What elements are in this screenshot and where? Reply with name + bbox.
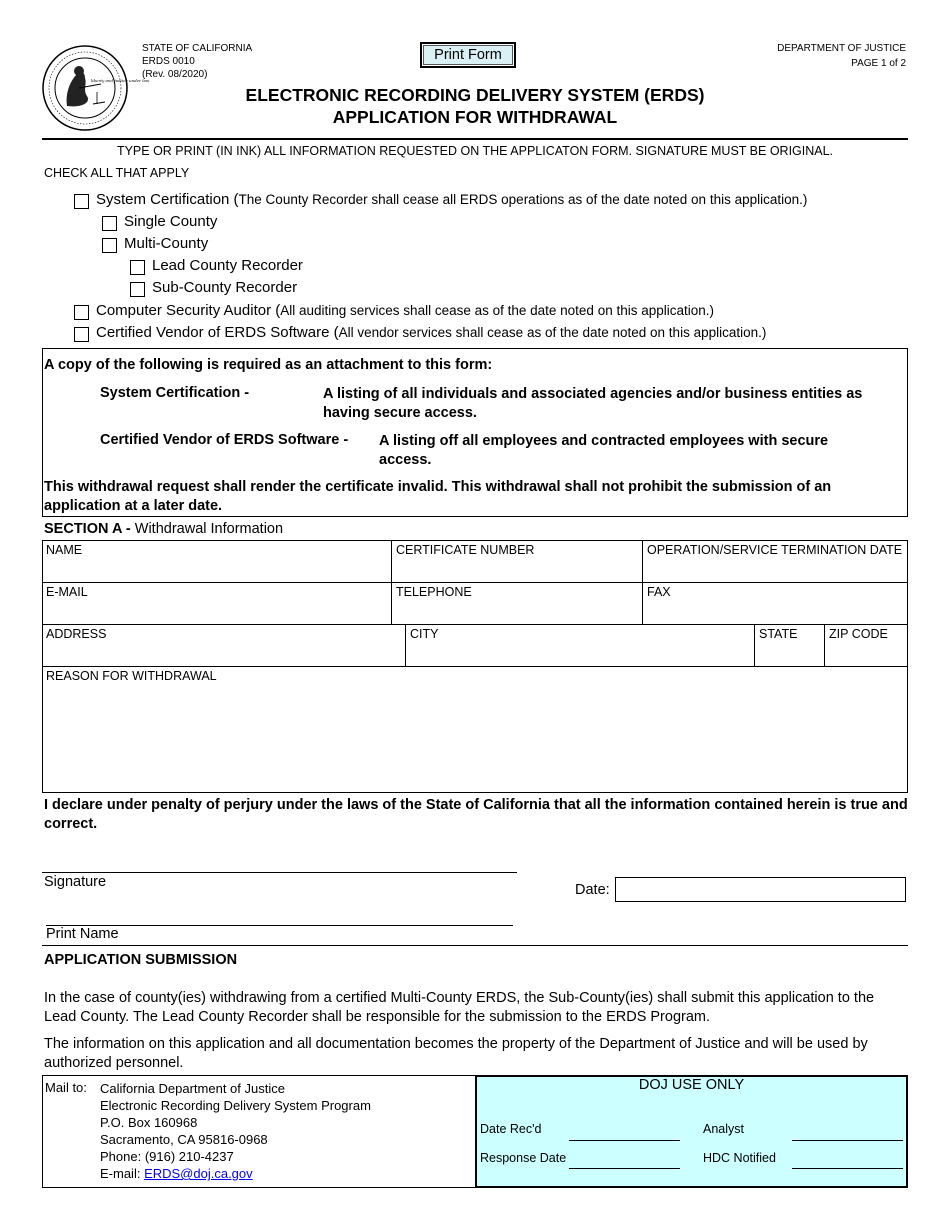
reason-for-withdrawal-field[interactable] [42, 666, 908, 793]
lead-county-label: Lead County Recorder [152, 257, 303, 274]
print-form-label: Print Form [423, 45, 513, 65]
mail-phone: Phone: (916) 210-4237 [100, 1149, 234, 1164]
fax-label: FAX [647, 585, 671, 599]
perjury-declaration: I declare under penalty of perjury under the laws of the State of California that all the information contained herein is true and correct. [44, 797, 908, 832]
mail-to-label: Mail to: [45, 1080, 87, 1095]
print-name-label: Print Name [46, 926, 119, 942]
mail-line-4: Sacramento, CA 95816-0968 [100, 1132, 268, 1147]
doj-use-only-title: DOJ USE ONLY [638, 1077, 745, 1093]
email-label: E-MAIL [46, 585, 88, 599]
date-recd-label: Date Rec'd [480, 1122, 542, 1136]
multi-county-checkbox[interactable] [102, 238, 117, 253]
email-field[interactable] [42, 582, 392, 625]
vendor-attachment-label: Certified Vendor of ERDS Software - [100, 432, 349, 448]
mail-line-1: California Department of Justice [100, 1081, 285, 1096]
title-rule [42, 138, 908, 140]
seal-motto: liberty and justice under law [91, 78, 150, 83]
name-label: NAME [46, 543, 83, 557]
form-number: ERDS 0010 [142, 56, 195, 67]
signature-label: Signature [44, 874, 107, 890]
system-certification-label: System Certification (The County Recorder shall cease all ERDS operations as of the date noted on this application.) [96, 191, 808, 208]
submission-heading: APPLICATION SUBMISSION [44, 952, 238, 968]
certified-vendor-checkbox[interactable] [74, 327, 89, 342]
state-label: STATE [759, 627, 798, 641]
submission-rule [42, 945, 908, 946]
system-cert-attachment-label: System Certification - [100, 385, 250, 401]
hdc-notified-line[interactable] [792, 1168, 903, 1169]
security-auditor-label: Computer Security Auditor (All auditing services shall cease as of the date noted on this application.) [96, 302, 715, 319]
analyst-label: Analyst [703, 1122, 744, 1136]
single-county-checkbox[interactable] [102, 216, 117, 231]
termination-date-label: OPERATION/SERVICE TERMINATION DATE [647, 543, 903, 557]
date-recd-line[interactable] [569, 1140, 680, 1141]
city-label: CITY [410, 627, 439, 641]
submission-paragraph-1: In the case of county(ies) withdrawing from a certified Multi-County ERDS, the Sub-County(ies) shall submit this application to the Lead County. The Lead County Recorder shall be responsible for the submission to the ERDS Program. [44, 990, 875, 1025]
multi-county-label: Multi-County [124, 235, 209, 252]
instructions: TYPE OR PRINT (IN INK) ALL INFORMATION REQUESTED ON THE APPLICATON FORM. SIGNATURE MUST BE ORIGINAL. [116, 144, 834, 158]
system-certification-checkbox[interactable] [74, 194, 89, 209]
city-field[interactable] [405, 624, 755, 667]
response-date-line[interactable] [569, 1168, 680, 1169]
lead-county-checkbox[interactable] [130, 260, 145, 275]
mail-line-3: P.O. Box 160968 [100, 1115, 198, 1130]
title-line-2: APPLICATION FOR WITHDRAWAL [332, 107, 618, 127]
signature-line[interactable] [42, 872, 517, 873]
page-number: PAGE 1 of 2 [851, 58, 906, 69]
fax-field[interactable] [642, 582, 908, 625]
print-form-button[interactable] [420, 42, 516, 68]
hdc-notified-label: HDC Notified [703, 1151, 776, 1165]
title-line-1: ELECTRONIC RECORDING DELIVERY SYSTEM (ERDS) [245, 85, 705, 105]
attachment-heading: A copy of the following is required as an attachment to this form: [44, 357, 493, 373]
mail-email-row: E-mail: ERDS@doj.ca.gov [100, 1166, 253, 1181]
date-field[interactable] [615, 877, 906, 902]
section-a-title: SECTION A - Withdrawal Information [44, 521, 284, 537]
header-left [142, 42, 252, 81]
agency-name: STATE OF CALIFORNIA [142, 43, 253, 54]
header-right [777, 42, 906, 70]
telephone-label: TELEPHONE [396, 585, 472, 599]
form-revision: (Rev. 08/2020) [142, 69, 208, 80]
address-label: ADDRESS [46, 627, 107, 641]
date-label: Date: [575, 882, 610, 898]
certificate-number-label: CERTIFICATE NUMBER [396, 543, 535, 557]
sub-county-label: Sub-County Recorder [152, 279, 298, 296]
security-auditor-checkbox[interactable] [74, 305, 89, 320]
name-field[interactable] [42, 540, 392, 583]
withdrawal-warning: This withdrawal request shall render the certificate invalid. This withdrawal shall not prohibit the submission of an application at a later date. [44, 479, 832, 514]
submission-paragraph-2: The information on this application and all documentation becomes the property of the Department of Justice and will be used by authorized personnel. [44, 1036, 868, 1071]
form-title [0, 84, 950, 128]
mail-address [100, 1080, 371, 1182]
reason-for-withdrawal-label: REASON FOR WITHDRAWAL [46, 669, 217, 683]
sub-county-checkbox[interactable] [130, 282, 145, 297]
response-date-label: Response Date [480, 1151, 567, 1165]
analyst-line[interactable] [792, 1140, 903, 1141]
certified-vendor-label: Certified Vendor of ERDS Software (All vendor services shall cease as of the date noted on this application.) [96, 324, 767, 341]
system-cert-attachment-text: A listing of all individuals and associated agencies and/or business entities as having secure access. [323, 386, 863, 421]
single-county-label: Single County [124, 213, 218, 230]
check-all-label: CHECK ALL THAT APPLY [44, 166, 190, 180]
department-name: DEPARTMENT OF JUSTICE [777, 43, 906, 54]
email-link[interactable]: ERDS@doj.ca.gov [144, 1166, 253, 1181]
vendor-attachment-text: A listing off all employees and contracted employees with secure access. [379, 433, 829, 468]
mail-line-2: Electronic Recording Delivery System Program [100, 1098, 371, 1113]
zip-code-label: ZIP CODE [829, 627, 888, 641]
